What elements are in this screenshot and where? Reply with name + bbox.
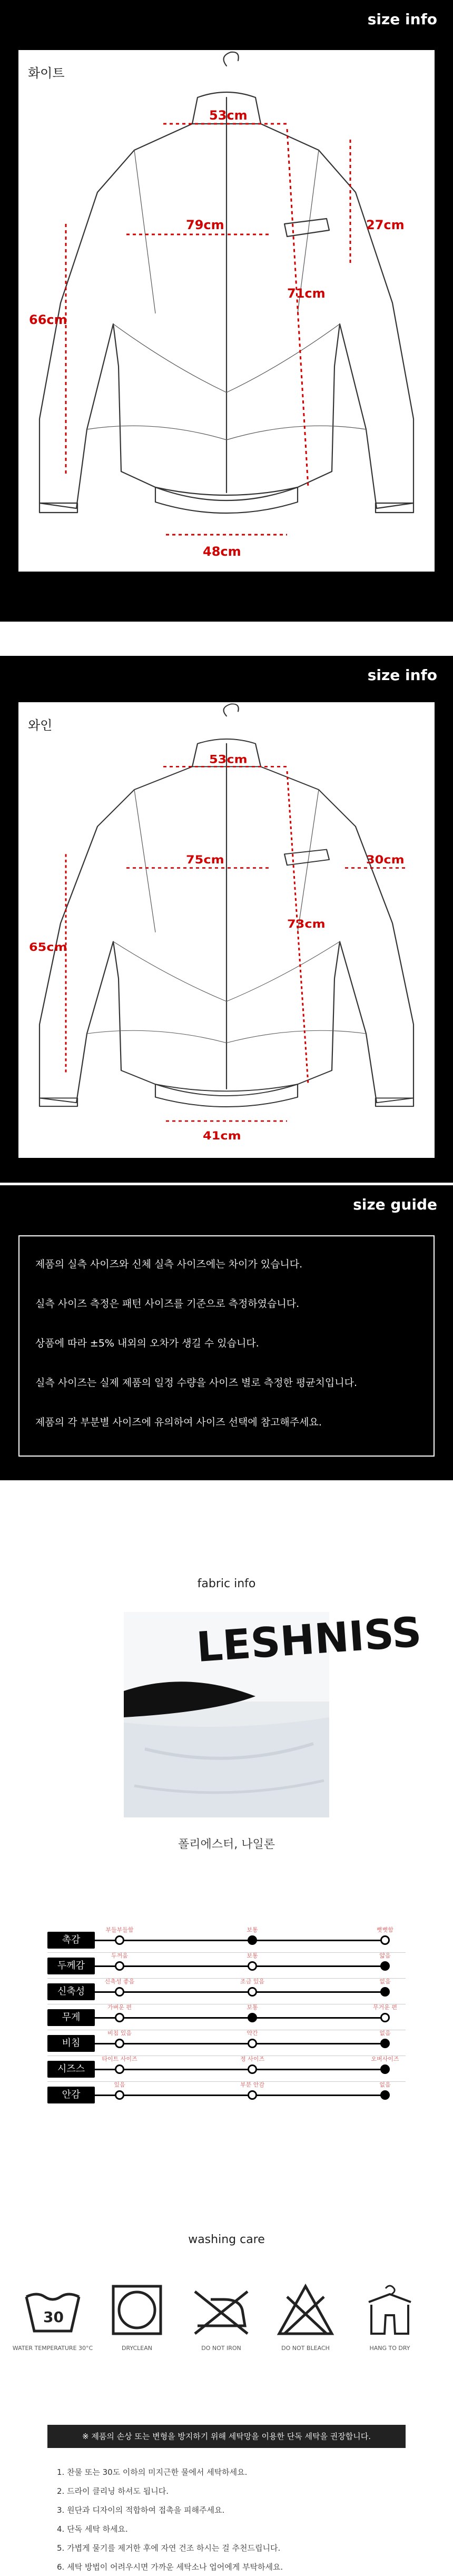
wash-30-icon bbox=[21, 2281, 84, 2339]
washing-step: 3. 원단과 디자이의 적합하여 접촉을 피해주세요. bbox=[57, 2505, 225, 2515]
attribute-row bbox=[0, 1951, 453, 1981]
washing-step: 6. 세탁 방법이 어려우시면 가까운 세탁소나 업어에게 부탁하세요. bbox=[57, 2562, 283, 2572]
attribute-dot bbox=[115, 1935, 124, 1945]
attribute-label: 무게 bbox=[47, 2009, 95, 2026]
wash-item bbox=[348, 2281, 432, 2353]
hang-dry-icon bbox=[358, 2281, 421, 2339]
attribute-track bbox=[95, 2095, 385, 2096]
attribute-dot-selected bbox=[380, 1961, 390, 1971]
attribute-option-label: 가벼운 편 bbox=[107, 2004, 132, 2011]
attribute-option-label: 없음 bbox=[379, 2081, 391, 2088]
attribute-dot bbox=[248, 2090, 257, 2100]
total-length-measurement: 65cm bbox=[29, 941, 67, 954]
attribute-row bbox=[0, 1925, 453, 1955]
wash-item bbox=[263, 2281, 348, 2353]
washing-step: 2. 드라이 클리닝 하셔도 됩니다. bbox=[57, 2486, 169, 2496]
attribute-dot bbox=[115, 2013, 124, 2022]
attribute-dot bbox=[248, 2039, 257, 2048]
attribute-track bbox=[95, 2017, 385, 2019]
jacket-sketch bbox=[18, 702, 435, 1158]
attribute-dot bbox=[380, 1935, 390, 1945]
wash-item bbox=[179, 2281, 263, 2353]
attribute-dot bbox=[248, 1987, 257, 1997]
attribute-row bbox=[0, 2003, 453, 2032]
size-guide bbox=[0, 1185, 453, 1480]
attribute-label: 안감 bbox=[47, 2087, 95, 2103]
shoulder-measurement: 53cm bbox=[209, 753, 248, 766]
sleeve-measurement: 30cm bbox=[366, 853, 405, 867]
attribute-row bbox=[0, 2080, 453, 2110]
size-guide-box bbox=[18, 1235, 435, 1457]
attribute-option-label: 없음 bbox=[379, 2030, 391, 2037]
attribute-label: 두께감 bbox=[47, 1958, 95, 1974]
attribute-row bbox=[0, 2054, 453, 2084]
no-bleach-icon bbox=[274, 2281, 337, 2339]
attribute-track bbox=[95, 1965, 385, 1967]
attribute-dot bbox=[115, 1987, 124, 1997]
attribute-dot bbox=[380, 2013, 390, 2022]
attribute-option-label: 조금 있음 bbox=[240, 1978, 264, 1985]
attribute-option-label: 보통 bbox=[247, 1926, 258, 1933]
chest-measurement: 79cm bbox=[186, 218, 224, 232]
attribute-dot-selected bbox=[380, 2090, 390, 2100]
attribute-label: 시즈스 bbox=[47, 2061, 95, 2078]
guide-line: 상품에 따라 ±5% 내외의 오차가 생길 수 있습니다. bbox=[35, 1338, 259, 1349]
sleeve-length-measurement: 71cm bbox=[287, 286, 326, 301]
hem-measurement: 41cm bbox=[203, 1129, 241, 1143]
sleeve-measurement: 27cm bbox=[366, 218, 405, 232]
washing-step: 4. 단독 세탁 하세요. bbox=[57, 2524, 128, 2534]
attribute-option-label: 신축성 좋음 bbox=[104, 1978, 135, 1985]
attribute-track bbox=[95, 2043, 385, 2044]
size-guide-heading: size guide bbox=[353, 1196, 437, 1213]
guide-line: 실측 사이즈 측정은 패턴 사이즈를 기준으로 측정하였습니다. bbox=[35, 1298, 300, 1310]
washing-care-heading: washing care bbox=[188, 2233, 265, 2246]
attribute-dot bbox=[115, 2064, 124, 2074]
wash-caption: DO NOT BLEACH bbox=[281, 2345, 330, 2352]
attribute-dot bbox=[248, 2064, 257, 2074]
washing-notice: ※ 제품의 손상 또는 변형을 방지하기 위해 세탁망을 이용한 단독 세탁을 권장합니다. bbox=[47, 2425, 406, 2448]
chest-measurement: 75cm bbox=[186, 853, 224, 867]
wash-caption: WATER TEMPERATURE 30°C bbox=[12, 2345, 93, 2352]
attribute-option-label: 보통 bbox=[247, 2004, 258, 2011]
attribute-row bbox=[0, 2029, 453, 2058]
sleeve-length-measurement: 73cm bbox=[287, 918, 326, 931]
color-label: 화이트 bbox=[28, 66, 65, 81]
hem-measurement: 48cm bbox=[203, 544, 241, 559]
guide-line: 제품의 각 부분별 사이즈에 유의하여 사이즈 선택에 참고해주세요. bbox=[35, 1417, 322, 1428]
wash-caption: DRYCLEAN bbox=[121, 2345, 153, 2352]
guide-line: 제품의 실측 사이즈와 신체 실측 사이즈에는 차이가 있습니다. bbox=[35, 1258, 303, 1270]
attribute-dot bbox=[115, 1961, 124, 1971]
attribute-option-label: 부들부들함 bbox=[105, 1926, 134, 1933]
attribute-dot bbox=[115, 2090, 124, 2100]
shoulder-measurement: 53cm bbox=[209, 108, 248, 123]
fabric-swatch bbox=[124, 1608, 424, 1817]
attribute-option-label: 무거운 편 bbox=[372, 2004, 397, 2011]
attribute-label: 신축성 bbox=[47, 1983, 95, 2000]
size-panel bbox=[18, 50, 435, 572]
attribute-track bbox=[95, 1940, 385, 1941]
attribute-dot-selected bbox=[380, 1987, 390, 1997]
attribute-option-label: 타이트 사이즈 bbox=[102, 2056, 137, 2062]
attribute-option-label: 얇음 bbox=[379, 1952, 391, 1959]
attribute-option-label: 정 사이즈 bbox=[240, 2056, 264, 2062]
jacket-sketch bbox=[18, 50, 435, 572]
attribute-option-label: 두꺼움 bbox=[111, 1952, 128, 1959]
attribute-dot-selected bbox=[248, 1935, 257, 1945]
fabric-composition: 폴리에스터, 나일론 bbox=[178, 1838, 275, 1851]
washing-step: 5. 가볍게 물기를 제거한 후에 자연 건조 하시는 걸 추천드립니다. bbox=[57, 2543, 281, 2553]
wash-item bbox=[95, 2281, 179, 2353]
attribute-option-label: 있음 bbox=[114, 2081, 125, 2088]
attribute-option-label: 없음 bbox=[379, 1978, 391, 1985]
no-iron-icon bbox=[190, 2281, 253, 2339]
wash-temp: 30 bbox=[43, 2308, 64, 2326]
attribute-track bbox=[95, 1991, 385, 1993]
attribute-dot bbox=[248, 1961, 257, 1971]
attribute-dot-selected bbox=[380, 2064, 390, 2074]
fabric-info-heading: fabric info bbox=[197, 1577, 256, 1590]
attribute-dot bbox=[115, 2039, 124, 2048]
size-info-heading: size info bbox=[367, 666, 437, 684]
attribute-row bbox=[0, 1977, 453, 2007]
attribute-label: 촉감 bbox=[47, 1932, 95, 1949]
size-info-white bbox=[0, 0, 453, 622]
attribute-dot-selected bbox=[248, 2013, 257, 2022]
size-info-wine bbox=[0, 656, 453, 1183]
attribute-dot-selected bbox=[380, 2039, 390, 2048]
attribute-option-label: 부분 안감 bbox=[240, 2081, 264, 2088]
guide-line: 실측 사이즈는 실제 제품의 일정 수량을 사이즈 별로 측정한 평균치입니다. bbox=[35, 1377, 358, 1389]
wash-caption: DO NOT IRON bbox=[201, 2345, 241, 2352]
size-panel bbox=[18, 702, 435, 1158]
attribute-option-label: 오버사이즈 bbox=[371, 2056, 399, 2062]
wash-caption: HANG TO DRY bbox=[369, 2345, 410, 2352]
attribute-option-label: 비침 있음 bbox=[107, 2030, 132, 2037]
dryclean-icon bbox=[105, 2281, 169, 2339]
total-length-measurement: 66cm bbox=[29, 312, 67, 327]
attribute-option-label: 보통 bbox=[247, 1952, 258, 1959]
wash-item bbox=[11, 2281, 95, 2353]
attribute-label: 비침 bbox=[47, 2035, 95, 2052]
attribute-option-label: 뻣뻣함 bbox=[377, 1926, 393, 1933]
washing-step: 1. 찬물 또는 30도 이하의 미지근한 물에서 세탁하세요. bbox=[57, 2467, 248, 2477]
size-info-heading: size info bbox=[367, 11, 437, 28]
attribute-track bbox=[95, 2069, 385, 2070]
color-label: 와인 bbox=[28, 718, 53, 733]
attribute-option-label: 약간 bbox=[247, 2030, 258, 2037]
fabric-print-text: LESHNISS bbox=[195, 1608, 424, 1672]
